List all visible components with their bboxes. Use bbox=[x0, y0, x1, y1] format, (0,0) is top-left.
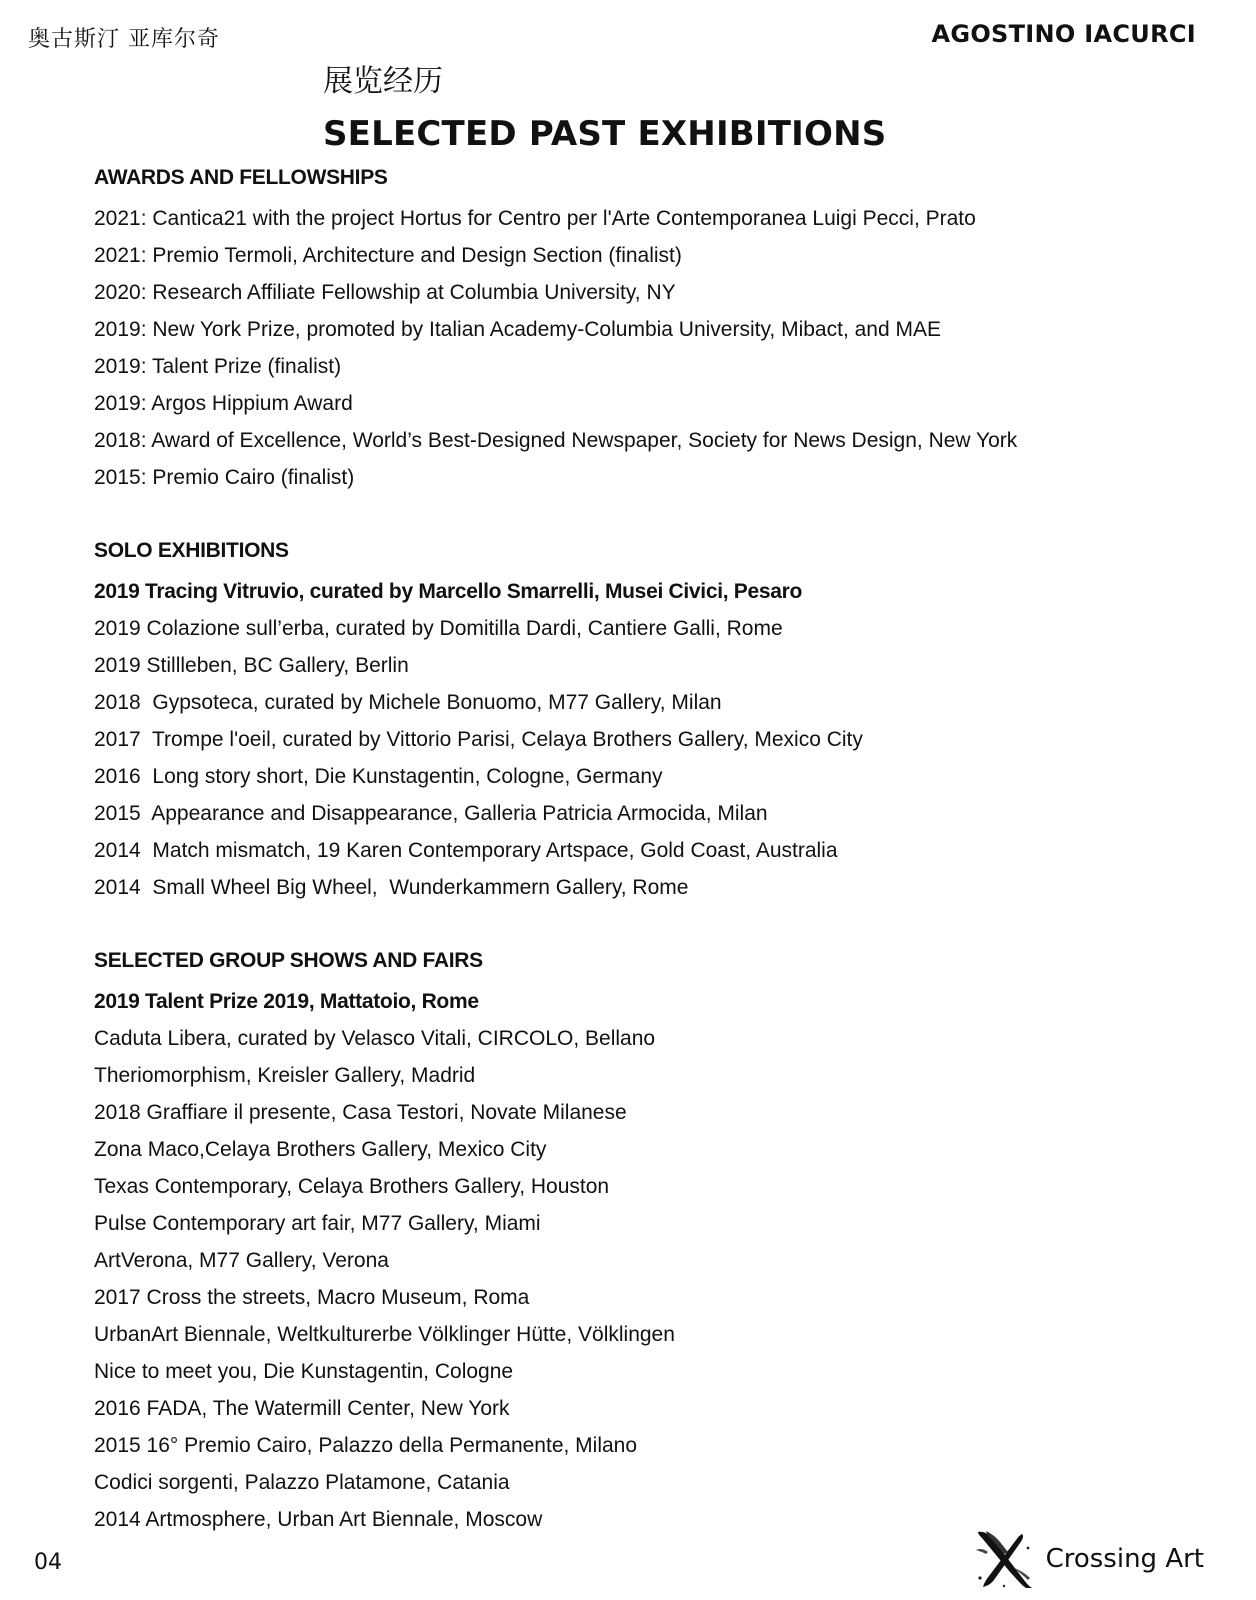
section-heading: SELECTED GROUP SHOWS AND FAIRS bbox=[94, 949, 483, 972]
list-item: 2014 Artmosphere, Urban Art Biennale, Moscow bbox=[94, 1508, 543, 1531]
list-item: Pulse Contemporary art fair, M77 Gallery, Miami bbox=[94, 1212, 541, 1235]
list-item: 2018 Gypsoteca, curated by Michele Bonuomo, M77 Gallery, Milan bbox=[94, 691, 722, 714]
section-solo-exhibitions bbox=[94, 535, 1214, 906]
list-item: ArtVerona, M77 Gallery, Verona bbox=[94, 1249, 389, 1272]
page-number: 04 bbox=[34, 1550, 62, 1575]
list-item: 2014 Small Wheel Big Wheel, Wunderkammern Gallery, Rome bbox=[94, 876, 689, 899]
brand-logo bbox=[974, 1528, 1204, 1590]
artist-name-chinese: 奥古斯汀 亚库尔奇 bbox=[28, 27, 220, 52]
entry-list bbox=[94, 200, 1214, 496]
list-item: Theriomorphism, Kreisler Gallery, Madrid bbox=[94, 1064, 476, 1087]
list-item: 2015 Appearance and Disappearance, Galleria Patricia Armocida, Milan bbox=[94, 802, 768, 825]
list-item: 2019 Colazione sull’erba, curated by Domitilla Dardi, Cantiere Galli, Rome bbox=[94, 617, 783, 640]
exhibitions-content bbox=[94, 162, 1214, 1538]
artist-name-english: AGOSTINO IACURCI bbox=[931, 20, 1196, 48]
section-awards-fellowships bbox=[94, 162, 1214, 496]
list-item-highlight: 2019 Tracing Vitruvio, curated by Marcello Smarrelli, Musei Civici, Pesaro bbox=[94, 580, 803, 603]
list-item: 2015 16° Premio Cairo, Palazzo della Permanente, Milano bbox=[94, 1434, 638, 1457]
list-item: 2016 Long story short, Die Kunstagentin, Cologne, Germany bbox=[94, 765, 663, 788]
list-item: UrbanArt Biennale, Weltkulturerbe Völklinger Hütte, Völklingen bbox=[94, 1323, 675, 1346]
list-item: 2016 FADA, The Watermill Center, New York bbox=[94, 1397, 510, 1420]
section-group-shows-fairs bbox=[94, 945, 1214, 1538]
section-heading: AWARDS AND FELLOWSHIPS bbox=[94, 166, 388, 189]
list-item: 2018 Graffiare il presente, Casa Testori, Novate Milanese bbox=[94, 1101, 627, 1124]
list-item: 2019: Argos Hippium Award bbox=[94, 392, 353, 415]
page-title: SELECTED PAST EXHIBITIONS bbox=[323, 114, 887, 154]
list-item: 2017 Trompe l'oeil, curated by Vittorio Parisi, Celaya Brothers Gallery, Mexico City bbox=[94, 728, 863, 751]
page-title-chinese: 展览经历 bbox=[323, 64, 443, 99]
list-item: 2017 Cross the streets, Macro Museum, Roma bbox=[94, 1286, 530, 1309]
list-item: Caduta Libera, curated by Velasco Vitali, CIRCOLO, Bellano bbox=[94, 1027, 656, 1050]
list-item: 2020: Research Affiliate Fellowship at Columbia University, NY bbox=[94, 281, 676, 304]
list-item: 2019: Talent Prize (finalist) bbox=[94, 355, 342, 378]
section-heading: SOLO EXHIBITIONS bbox=[94, 539, 289, 562]
brush-x-logo-icon bbox=[974, 1528, 1034, 1590]
list-item: Nice to meet you, Die Kunstagentin, Cologne bbox=[94, 1360, 514, 1383]
list-item: 2015: Premio Cairo (finalist) bbox=[94, 466, 355, 489]
list-item: 2014 Match mismatch, 19 Karen Contemporary Artspace, Gold Coast, Australia bbox=[94, 839, 838, 862]
entry-list bbox=[94, 983, 1214, 1538]
list-item: 2019: New York Prize, promoted by Italian Academy-Columbia University, Mibact, and MAE bbox=[94, 318, 941, 341]
brand-name: Crossing Art bbox=[1045, 1544, 1204, 1574]
list-item: Texas Contemporary, Celaya Brothers Gallery, Houston bbox=[94, 1175, 610, 1198]
entry-list bbox=[94, 573, 1214, 906]
list-item: 2018: Award of Excellence, World’s Best-Designed Newspaper, Society for News Design, New York bbox=[94, 429, 1018, 452]
list-item: Zona Maco,Celaya Brothers Gallery, Mexico City bbox=[94, 1138, 547, 1161]
list-item: 2021: Cantica21 with the project Hortus for Centro per l'Arte Contemporanea Luigi Pecci, Prato bbox=[94, 207, 976, 230]
list-item-highlight: 2019 Talent Prize 2019, Mattatoio, Rome bbox=[94, 990, 479, 1013]
list-item: Codici sorgenti, Palazzo Platamone, Catania bbox=[94, 1471, 510, 1494]
list-item: 2021: Premio Termoli, Architecture and Design Section (finalist) bbox=[94, 244, 682, 267]
list-item: 2019 Stillleben, BC Gallery, Berlin bbox=[94, 654, 409, 677]
